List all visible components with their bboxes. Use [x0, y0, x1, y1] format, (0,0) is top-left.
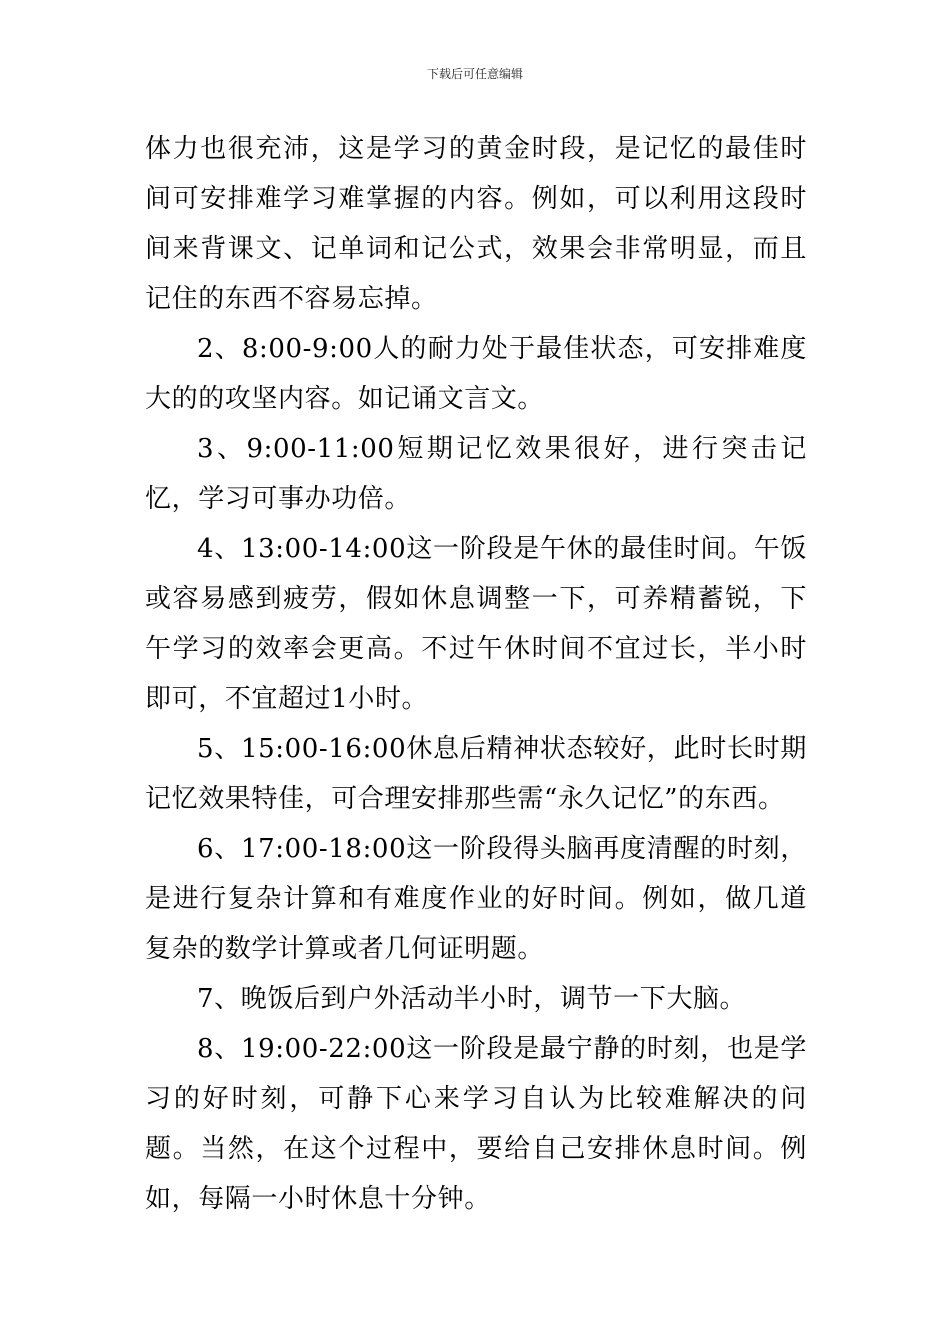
paragraph-item-8: 8、19:00-22:00这一阶段是最宁静的时刻，也是学习的好时刻，可静下心来学习自认为比较难解决的问题。当然，在这个过程中，要给自己安排休息时间。例如，每隔一小时休息十分钟。 — [145, 1034, 807, 1214]
paragraph-intro: 体力也很充沛，这是学习的黄金时段，是记忆的最佳时间可安排难学习难掌握的内容。例如，可以利用这段时间来背课文、记单词和记公式，效果会非常明显，而且记住的东西不容易忘掉。 — [145, 134, 807, 314]
paragraph-item-7: 7、晚饭后到户外活动半小时，调节一下大脑。 — [197, 984, 747, 1014]
paragraph-item-5: 5、15:00-16:00休息后精神状态较好，此时长时期记忆效果特佳，可合理安排那些需“永久记忆”的东西。 — [145, 734, 807, 814]
page-header: 下载后可任意编辑 — [426, 67, 523, 81]
paragraph-item-2: 2、8:00-9:00人的耐力处于最佳状态，可安排难度大的的攻坚内容。如记诵文言文。 — [145, 334, 807, 414]
paragraph-item-4: 4、13:00-14:00这一阶段是午休的最佳时间。午饭或容易感到疲劳，假如休息调整一下，可养精蓄锐，下午学习的效率会更高。不过午休时间不宜过长，半小时即可，不宜超过1小时。 — [145, 534, 807, 714]
paragraph-item-3: 3、9:00-11:00短期记忆效果很好，进行突击记忆，学习可事办功倍。 — [145, 434, 807, 514]
paragraph-item-6: 6、17:00-18:00这一阶段得头脑再度清醒的时刻，是进行复杂计算和有难度作业的好时间。例如，做几道复杂的数学计算或者几何证明题。 — [145, 834, 807, 964]
document-body — [145, 124, 807, 1224]
